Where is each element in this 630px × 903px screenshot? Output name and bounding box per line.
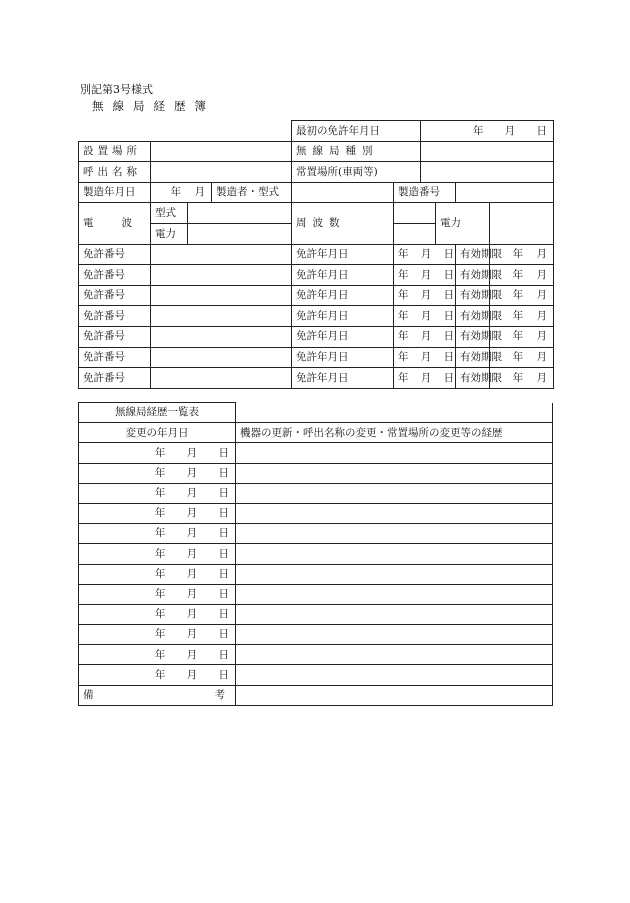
validity-value[interactable]: 年 月 (490, 347, 554, 368)
validity-value[interactable]: 年 月 (490, 244, 554, 265)
license-no-field[interactable] (151, 285, 292, 306)
license-date-label: 免許年月日 (292, 306, 394, 327)
manufacture-date-label: 製造年月日 (79, 182, 151, 203)
history-row (79, 463, 553, 483)
register-table (78, 120, 554, 389)
validity-value[interactable]: 年 月 (490, 368, 554, 389)
history-date[interactable]: 年 月 日 (79, 564, 236, 584)
validity-label: 有効期限 (456, 306, 490, 327)
history-title: 無線局経歴一覧表 (79, 403, 236, 423)
history-row (79, 625, 553, 645)
license-date-value[interactable]: 年 月 日 (394, 285, 456, 306)
power-field[interactable] (188, 223, 292, 244)
license-date-value[interactable]: 年 月 日 (394, 347, 456, 368)
history-date[interactable]: 年 月 日 (79, 625, 236, 645)
validity-value[interactable]: 年 月 (490, 306, 554, 327)
history-detail[interactable] (236, 645, 553, 665)
history-date[interactable]: 年 月 日 (79, 443, 236, 463)
license-no-field[interactable] (151, 326, 292, 347)
license-date-value[interactable]: 年 月 日 (394, 265, 456, 286)
license-no-field[interactable] (151, 265, 292, 286)
first-license-row (79, 121, 554, 142)
history-date[interactable]: 年 月 日 (79, 604, 236, 624)
history-header-row (79, 423, 553, 443)
remarks-label-right: 考 (214, 688, 225, 701)
history-row (79, 503, 553, 523)
serial-number-field[interactable] (456, 182, 554, 203)
change-date-header: 変更の年月日 (79, 423, 236, 443)
license-date-label: 免許年月日 (292, 326, 394, 347)
history-detail[interactable] (236, 564, 553, 584)
power-label: 電力 (151, 223, 188, 244)
license-no-label: 免許番号 (79, 265, 151, 286)
validity-value[interactable]: 年 月 (490, 285, 554, 306)
call-sign-row (79, 162, 554, 183)
form-title: 無線局経歴簿 (92, 99, 215, 113)
license-no-label: 免許番号 (79, 306, 151, 327)
license-row (79, 265, 554, 286)
history-date[interactable]: 年 月 日 (79, 665, 236, 685)
history-table (78, 402, 553, 706)
license-row (79, 368, 554, 389)
frequency-label: 周波数 (292, 203, 394, 244)
permanent-place-field[interactable] (421, 162, 554, 183)
history-row (79, 564, 553, 584)
validity-label: 有効期限 (456, 265, 490, 286)
history-row (79, 524, 553, 544)
radio-wave-label: 電波 (79, 203, 151, 244)
first-license-date-label: 最初の免許年月日 (292, 121, 421, 142)
remarks-field[interactable] (236, 685, 553, 705)
license-no-field[interactable] (151, 306, 292, 327)
validity-label: 有効期限 (456, 326, 490, 347)
history-row (79, 443, 553, 463)
permanent-place-label: 常置場所(車両等) (292, 162, 421, 183)
remarks-label-left: 備 (83, 688, 94, 701)
history-date[interactable]: 年 月 日 (79, 584, 236, 604)
history-detail[interactable] (236, 524, 553, 544)
validity-label: 有効期限 (456, 368, 490, 389)
license-date-label: 免許年月日 (292, 347, 394, 368)
history-row (79, 604, 553, 624)
history-detail[interactable] (236, 625, 553, 645)
history-date[interactable]: 年 月 日 (79, 503, 236, 523)
first-license-date-value[interactable]: 年 月 日 (421, 121, 554, 142)
radio-wave-row-1 (79, 203, 554, 224)
validity-label: 有効期限 (456, 244, 490, 265)
history-detail[interactable] (236, 604, 553, 624)
maker-model-label: 製造者・型式 (212, 182, 292, 203)
history-row (79, 544, 553, 564)
license-row (79, 306, 554, 327)
license-date-value[interactable]: 年 月 日 (394, 244, 456, 265)
validity-value[interactable]: 年 月 (490, 265, 554, 286)
license-no-field[interactable] (151, 347, 292, 368)
remarks-label (79, 685, 236, 705)
manufacture-date-value[interactable]: 年 月 (151, 182, 212, 203)
license-row (79, 285, 554, 306)
type-label: 型式 (151, 203, 188, 224)
license-no-label: 免許番号 (79, 347, 151, 368)
validity-value[interactable]: 年 月 (490, 326, 554, 347)
history-date[interactable]: 年 月 日 (79, 645, 236, 665)
history-detail[interactable] (236, 443, 553, 463)
license-no-label: 免許番号 (79, 285, 151, 306)
license-date-value[interactable]: 年 月 日 (394, 368, 456, 389)
history-date[interactable]: 年 月 日 (79, 544, 236, 564)
serial-number-label: 製造番号 (394, 182, 456, 203)
remarks-row (79, 685, 553, 705)
power-label-right: 電力 (436, 203, 490, 244)
station-type-label: 無線局種別 (292, 141, 421, 162)
license-date-label: 免許年月日 (292, 285, 394, 306)
form-code: 別記第3号様式 (80, 83, 153, 96)
license-date-label: 免許年月日 (292, 368, 394, 389)
history-detail[interactable] (236, 584, 553, 604)
history-detail[interactable] (236, 503, 553, 523)
history-date[interactable]: 年 月 日 (79, 524, 236, 544)
history-detail[interactable] (236, 463, 553, 483)
license-row (79, 244, 554, 265)
installation-place-label: 設置場所 (79, 141, 151, 162)
license-no-label: 免許番号 (79, 368, 151, 389)
validity-label: 有効期限 (456, 285, 490, 306)
type-field[interactable] (188, 203, 292, 224)
license-no-field[interactable] (151, 368, 292, 389)
manufacture-row (79, 182, 554, 203)
license-no-label: 免許番号 (79, 244, 151, 265)
maker-model-field[interactable] (292, 182, 394, 203)
license-date-label: 免許年月日 (292, 265, 394, 286)
frequency-field-1[interactable] (394, 203, 436, 224)
call-sign-label: 呼出名称 (79, 162, 151, 183)
validity-label: 有効期限 (456, 347, 490, 368)
call-sign-field[interactable] (151, 162, 292, 183)
history-detail[interactable] (236, 483, 553, 503)
license-no-label: 免許番号 (79, 326, 151, 347)
power-field-right[interactable] (490, 203, 554, 244)
license-date-value[interactable]: 年 月 日 (394, 326, 456, 347)
installation-place-field[interactable] (151, 141, 292, 162)
installation-row (79, 141, 554, 162)
history-row (79, 665, 553, 685)
history-title-row (79, 403, 553, 423)
license-date-value[interactable]: 年 月 日 (394, 306, 456, 327)
history-detail[interactable] (236, 544, 553, 564)
history-row (79, 483, 553, 503)
license-date-label: 免許年月日 (292, 244, 394, 265)
history-detail-header: 機器の更新・呼出名称の変更・常置場所の変更等の経歴 (236, 423, 553, 443)
history-detail[interactable] (236, 665, 553, 685)
history-row (79, 584, 553, 604)
license-row (79, 347, 554, 368)
history-row (79, 645, 553, 665)
history-date[interactable]: 年 月 日 (79, 483, 236, 503)
history-date[interactable]: 年 月 日 (79, 463, 236, 483)
license-no-field[interactable] (151, 244, 292, 265)
frequency-field-2[interactable] (394, 223, 436, 244)
station-type-field[interactable] (421, 141, 554, 162)
license-row (79, 326, 554, 347)
